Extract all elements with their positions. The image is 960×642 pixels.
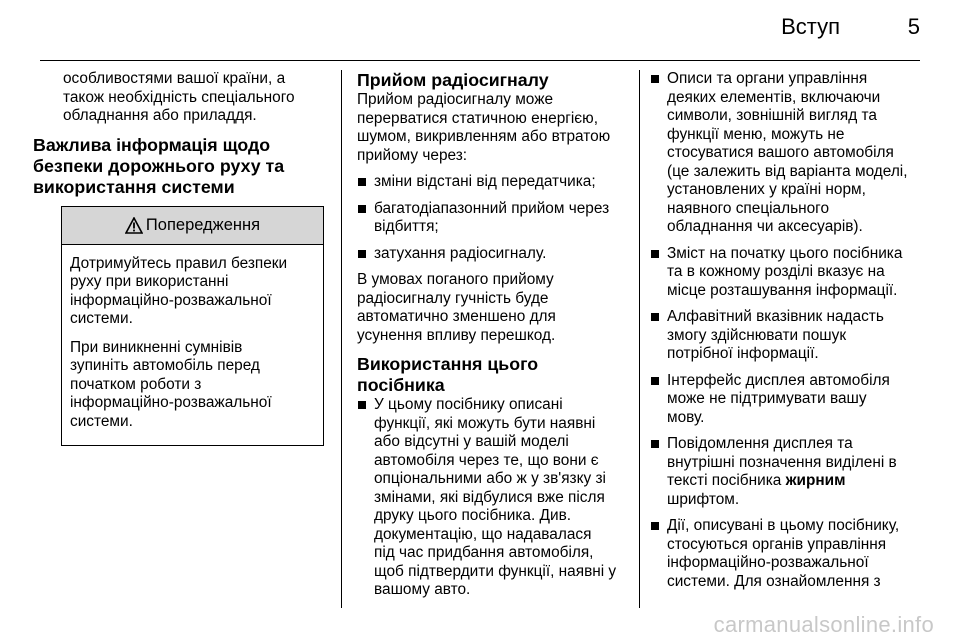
list-item: Повідомлення дисплея та внутрішні позначення виділені в тексті посібника жирним шрифтом. [650, 435, 930, 509]
bullet-icon [651, 250, 659, 258]
column-divider-2 [639, 70, 640, 608]
manual-notes-list [650, 70, 930, 591]
list-item: Зміст на початку цього посібника та в кожному розділі вказує на місце розташування інформації. [650, 245, 930, 301]
warning-body [62, 245, 323, 446]
warning-title: Попередження [145, 215, 261, 234]
safety-heading: Важлива інформація щодо безпеки дорожнього руху та використання системи [33, 134, 285, 197]
radio-bullet-list [357, 173, 629, 263]
header-title: Вступ [781, 14, 840, 39]
bullet-icon [358, 205, 366, 213]
bullet-icon [358, 250, 366, 258]
list-item: Інтерфейс дисплея автомобіля може не підтримувати вашу мову. [650, 372, 930, 428]
intro-paragraph: особливостями вашої країни, а також необхідність спеціального обладнання або приладдя. [63, 70, 295, 124]
column-1 [33, 70, 325, 446]
manual-usage-heading: Використання цього посібника [357, 354, 539, 395]
manual-bullet-list [357, 396, 629, 600]
column-3 [650, 70, 930, 599]
bold-word: жирним [785, 472, 846, 489]
bullet-icon [358, 401, 366, 409]
list-item: зміни відстані від передатчика; [357, 173, 629, 192]
bullet-icon [651, 313, 659, 321]
list-item: Алфавітний вказівник надасть змогу здійснювати пошук потрібної інформації. [650, 308, 930, 364]
radio-paragraph-1: Прийом радіосигналу може перерватися статичною енергією, шумом, викривленням або втратою прийому через: [357, 91, 611, 164]
radio-paragraph-2: В умовах поганого прийому радіосигналу гучність буде автоматично зменшено для усунення впливу перешкод. [357, 271, 556, 344]
warning-box [61, 206, 324, 447]
column-divider-1 [341, 70, 342, 608]
warning-paragraph-1: Дотримуйтесь правил безпеки руху при використанні інформаційно-розважальної системи. [70, 254, 288, 327]
radio-reception-heading: Прийом радіосигналу [357, 70, 549, 90]
list-item: У цьому посібнику описані функції, які можуть бути наявні або відсутні у вашій моделі автомобіля через те, що вони є опціональними або ж у зв'язку зі змінами, які відбулися вже після друку цього посібника. Див. документацію, що надавалася під час придбання автомобіля, щоб підтвердити функції, наявні у вашому авто. [357, 396, 629, 600]
list-item: Описи та органи управління деяких елементів, включаючи символи, зовнішній вигляд та функції меню, можуть не стосуватися вашого автомобіля (це залежить від варіанта моделі, установлених у країні норм, наявного спеціального обладнання чи аксесуарів). [650, 70, 930, 237]
watermark: carmanualsonline.info [713, 612, 934, 637]
bullet-icon [651, 377, 659, 385]
list-item: затухання радіосигналу. [357, 245, 629, 264]
header-rule [40, 60, 920, 61]
column-2 [357, 70, 629, 608]
warning-header [62, 207, 323, 245]
bullet-icon [651, 75, 659, 83]
page-number: 5 [907, 14, 920, 39]
bullet-icon [651, 522, 659, 530]
bullet-icon [651, 440, 659, 448]
list-item: Дії, описувані в цьому посібнику, стосуються органів управління інформаційно-розважальної системи. Для ознайомлення з [650, 517, 930, 591]
bullet-icon [358, 178, 366, 186]
warning-paragraph-2: При виникненні сумнівів зупиніть автомобіль перед початком роботи з інформаційно-розважальної системи. [70, 338, 272, 430]
list-item: багатодіапазонний прийом через відбиття; [357, 200, 629, 237]
warning-triangle-icon [125, 217, 143, 234]
